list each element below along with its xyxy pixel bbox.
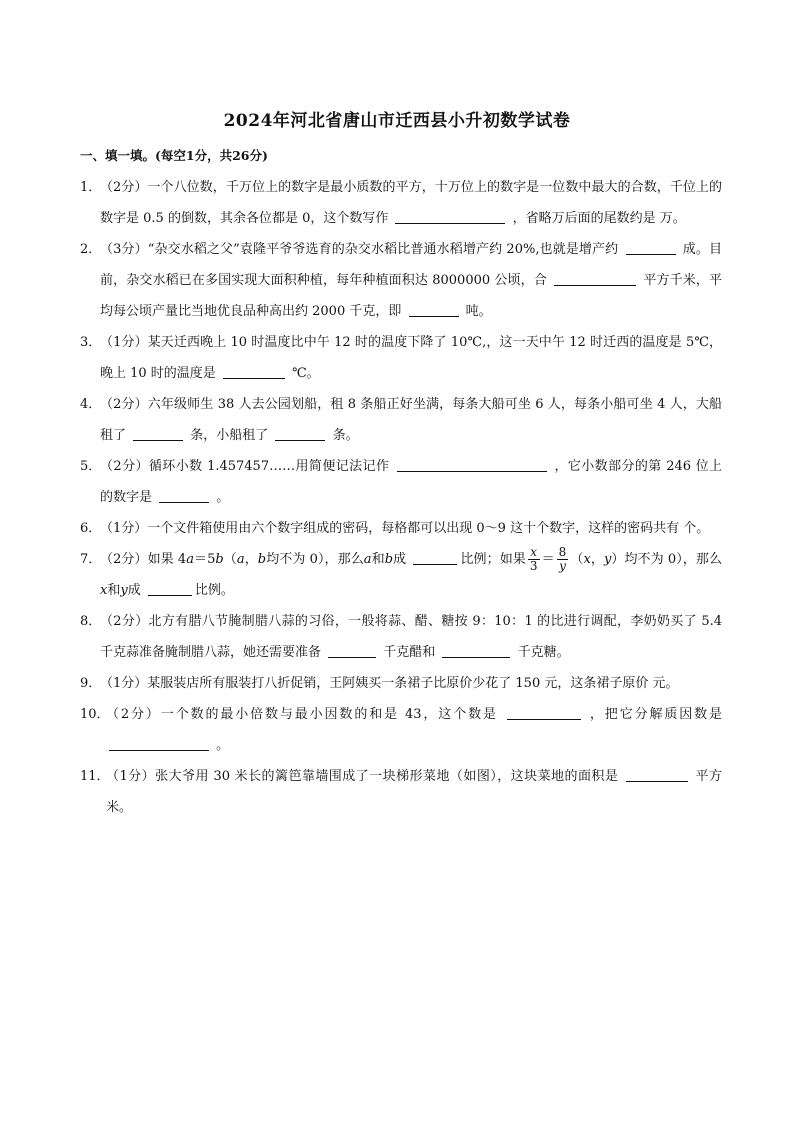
question-9: 9． （1分）某服装店所有服装打八折促销，王阿姨买一条裙子比原价少花了 150 元，这条裙子原价 元。 bbox=[80, 676, 679, 691]
question-8: 8． （2分）北方有腊八节腌制腊八蒜的习俗，一般将蒜、醋、糖按 9：10：1 的比进行调配，李奶奶买了 5.4 千克蒜准备腌制腊八蒜，她还需要准备 千克醋和 千克糖。 bbox=[80, 614, 722, 660]
question-6: 6． （1分）一个文件箱使用由六个数字组成的密码，每格都可以出现 0～9 这十个数字，这样的密码共有 个。 bbox=[80, 521, 710, 536]
question-10: 10． （2分）一个数的最小倍数与最小因数的和是 43，这个数是 ，把它分解质因数是 。 bbox=[80, 699, 722, 761]
question-5: 5． （2分）循环小数 1.457457……用简便记法记作 ，它小数部分的第 246 位上的数字是 。 bbox=[80, 451, 722, 513]
question-3: 3． （1分）某天迁西晚上 10 时温度比中午 12 时的温度下降了 10℃,，这一天中午 12 时迁西的温度是 5℃，晚上 10 时的温度是 ℃。 bbox=[80, 335, 722, 381]
answer-blank bbox=[626, 238, 676, 255]
answer-blank bbox=[148, 579, 192, 596]
answer-blank bbox=[442, 641, 510, 658]
answer-blank bbox=[397, 455, 547, 472]
exam-title: 2024年河北省唐山市迁西县小升初数学试卷 bbox=[223, 111, 571, 131]
question-list bbox=[80, 172, 722, 823]
answer-blank bbox=[223, 362, 285, 379]
answer-blank bbox=[328, 641, 376, 658]
answer-blank bbox=[109, 734, 209, 751]
question-7: 7． （2分）如果 4a＝5b（a，b均不为 0），那么a和b成 比例；如果 $\frac{x}{3}$ ＝ $\frac{8}{y}$ （x，y）均不为 0），那么x和y成 比例。 bbox=[80, 545, 722, 598]
section-heading: 一、填一填。(每空1分，共26分) bbox=[80, 148, 268, 163]
answer-blank bbox=[507, 703, 581, 720]
answer-blank bbox=[413, 548, 457, 565]
answer-blank bbox=[626, 765, 688, 782]
answer-blank bbox=[554, 269, 636, 286]
question-4: 4． （2分）六年级师生 38 人去公园划船，租 8 条船正好坐满，每条大船可坐 6 人，每条小船可坐 4 人，大船租了 条，小船租了 条。 bbox=[80, 397, 722, 443]
answer-blank bbox=[409, 300, 459, 317]
question-2: 2． （3分）“杂交水稻之父”袁隆平爷爷选育的杂交水稻比普通水稻增产约 20%,也就是增产约 成。目前，杂交水稻已在多国实现大面积种植，每年种植面积达 8000000 公顷，合 平方千米，平均每公顷产量比当地优良品种高出约 2000 千克，即 吨。 bbox=[80, 234, 722, 327]
answer-blank bbox=[275, 424, 325, 441]
answer-blank bbox=[133, 424, 183, 441]
question-1: 1． （2分）一个八位数，千万位上的数字是最小质数的平方，十万位上的数字是一位数中最大的合数，千位上的数字是 0.5 的倒数，其余各位都是 0，这个数写作 ，省略万后面的尾数约是 万。 bbox=[80, 180, 722, 226]
answer-blank bbox=[395, 207, 505, 224]
fraction-x-over-3: $\frac{x}{3}$ bbox=[529, 545, 538, 573]
answer-blank bbox=[159, 486, 209, 503]
fraction-8-over-y: $\frac{8}{y}$ bbox=[558, 545, 567, 573]
question-11: 11． （1分）张大爷用 30 米长的篱笆靠墙围成了一块梯形菜地（如图），这块菜地的面积是 平方米。 bbox=[80, 761, 722, 823]
